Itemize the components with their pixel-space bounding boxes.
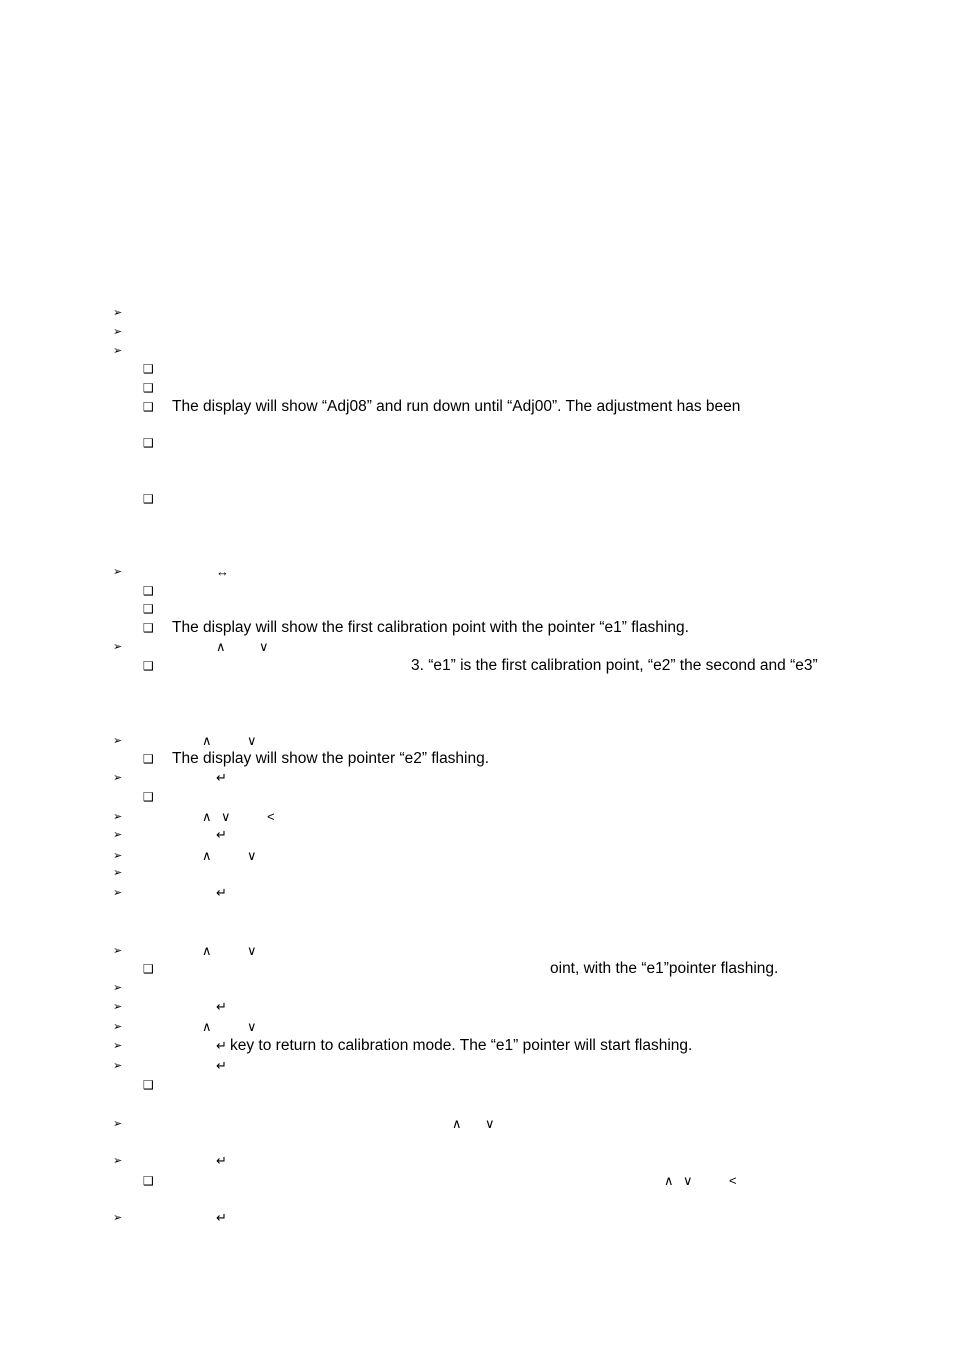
down-key-icon: ∨	[259, 639, 269, 654]
list-item	[0, 323, 954, 341]
box-bullet-icon: ❑	[143, 362, 154, 376]
up-key-icon: ∧	[202, 809, 212, 824]
arrow-bullet-icon: ➢	[113, 326, 123, 338]
arrow-bullet-icon: ➢	[113, 887, 123, 899]
down-key-icon: ∨	[247, 1019, 257, 1034]
arrow-bullet-icon: ➢	[113, 566, 123, 578]
up-key-icon: ∧	[216, 639, 226, 654]
list-item	[0, 1152, 954, 1170]
enter-key-icon: ↵	[216, 1153, 227, 1168]
list-item	[0, 808, 954, 826]
left-key-icon: <	[267, 809, 275, 824]
enter-key-icon: ↵	[216, 999, 227, 1014]
list-item	[0, 304, 954, 322]
left-key-icon: <	[729, 1173, 737, 1188]
toggle-key-icon: ↔	[216, 564, 229, 579]
list-item	[0, 998, 954, 1016]
arrow-bullet-icon: ➢	[113, 982, 123, 994]
down-key-icon: ∨	[485, 1116, 495, 1131]
list-item	[0, 563, 954, 581]
list-item	[0, 1057, 954, 1075]
box-bullet-icon: ❑	[143, 436, 154, 450]
down-key-icon: ∨	[683, 1173, 693, 1188]
sub-list-item	[0, 379, 954, 397]
enter-key-icon: ↵	[216, 1058, 227, 1073]
line-text: key to return to calibration mode. The “e1” pointer will start flashing.	[230, 1037, 693, 1054]
up-key-icon: ∧	[202, 733, 212, 748]
list-item	[0, 864, 954, 882]
arrow-bullet-icon: ➢	[113, 641, 123, 653]
box-bullet-icon: ❑	[143, 1174, 154, 1188]
sub-list-item	[0, 1076, 954, 1094]
arrow-bullet-icon: ➢	[113, 1021, 123, 1033]
list-item	[0, 732, 954, 750]
list-item	[0, 884, 954, 902]
list-item	[0, 942, 954, 960]
arrow-bullet-icon: ➢	[113, 1155, 123, 1167]
line-text: oint, with the “e1”pointer flashing.	[550, 960, 779, 977]
sub-list-item	[0, 960, 954, 978]
sub-list-item	[0, 750, 954, 768]
sub-list-item	[0, 360, 954, 378]
sub-list-item	[0, 657, 954, 675]
box-bullet-icon: ❑	[143, 492, 154, 506]
arrow-bullet-icon: ➢	[113, 811, 123, 823]
line-text: 3. “e1” is the first calibration point, “e2” the second and “e3”	[411, 657, 818, 674]
list-item	[0, 638, 954, 656]
line-text: The display will show “Adj08” and run down until “Adj00”. The adjustment has been	[172, 398, 741, 415]
box-bullet-icon: ❑	[143, 659, 154, 673]
enter-key-icon: ↵	[216, 1210, 227, 1225]
down-key-icon: ∨	[247, 943, 257, 958]
box-bullet-icon: ❑	[143, 962, 154, 976]
box-bullet-icon: ❑	[143, 381, 154, 395]
arrow-bullet-icon: ➢	[113, 1040, 123, 1052]
sub-list-item	[0, 582, 954, 600]
enter-key-icon: ↵	[216, 827, 227, 842]
arrow-bullet-icon: ➢	[113, 850, 123, 862]
list-item	[0, 342, 954, 360]
arrow-bullet-icon: ➢	[113, 345, 123, 357]
arrow-bullet-icon: ➢	[113, 1001, 123, 1013]
enter-key-icon: ↵	[216, 885, 227, 900]
arrow-bullet-icon: ➢	[113, 945, 123, 957]
list-item	[0, 979, 954, 997]
box-bullet-icon: ❑	[143, 752, 154, 766]
box-bullet-icon: ❑	[143, 1078, 154, 1092]
down-key-icon: ∨	[221, 809, 231, 824]
up-key-icon: ∧	[202, 1019, 212, 1034]
down-key-icon: ∨	[247, 848, 257, 863]
up-key-icon: ∧	[664, 1173, 674, 1188]
arrow-bullet-icon: ➢	[113, 829, 123, 841]
sub-list-item	[0, 434, 954, 452]
list-item	[0, 1209, 954, 1227]
arrow-bullet-icon: ➢	[113, 1060, 123, 1072]
list-item	[0, 826, 954, 844]
arrow-bullet-icon: ➢	[113, 772, 123, 784]
box-bullet-icon: ❑	[143, 790, 154, 804]
list-item	[0, 1037, 954, 1055]
up-key-icon: ∧	[202, 943, 212, 958]
list-item	[0, 1115, 954, 1133]
box-bullet-icon: ❑	[143, 602, 154, 616]
list-item	[0, 1018, 954, 1036]
arrow-bullet-icon: ➢	[113, 1118, 123, 1130]
up-key-icon: ∧	[452, 1116, 462, 1131]
sub-list-item	[0, 619, 954, 637]
box-bullet-icon: ❑	[143, 621, 154, 635]
line-text: The display will show the pointer “e2” flashing.	[172, 750, 490, 767]
enter-key-icon: ↵	[216, 770, 227, 785]
arrow-bullet-icon: ➢	[113, 735, 123, 747]
box-bullet-icon: ❑	[143, 400, 154, 414]
list-item	[0, 769, 954, 787]
sub-list-item	[0, 600, 954, 618]
arrow-bullet-icon: ➢	[113, 1212, 123, 1224]
enter-key-icon: ↵	[216, 1038, 227, 1053]
sub-list-item	[0, 1172, 954, 1190]
arrow-bullet-icon: ➢	[113, 307, 123, 319]
sub-list-item	[0, 788, 954, 806]
list-item	[0, 847, 954, 865]
line-text: The display will show the first calibration point with the pointer “e1” flashing.	[172, 619, 689, 636]
sub-list-item	[0, 490, 954, 508]
up-key-icon: ∧	[202, 848, 212, 863]
down-key-icon: ∨	[247, 733, 257, 748]
sub-list-item	[0, 398, 954, 416]
arrow-bullet-icon: ➢	[113, 867, 123, 879]
box-bullet-icon: ❑	[143, 584, 154, 598]
